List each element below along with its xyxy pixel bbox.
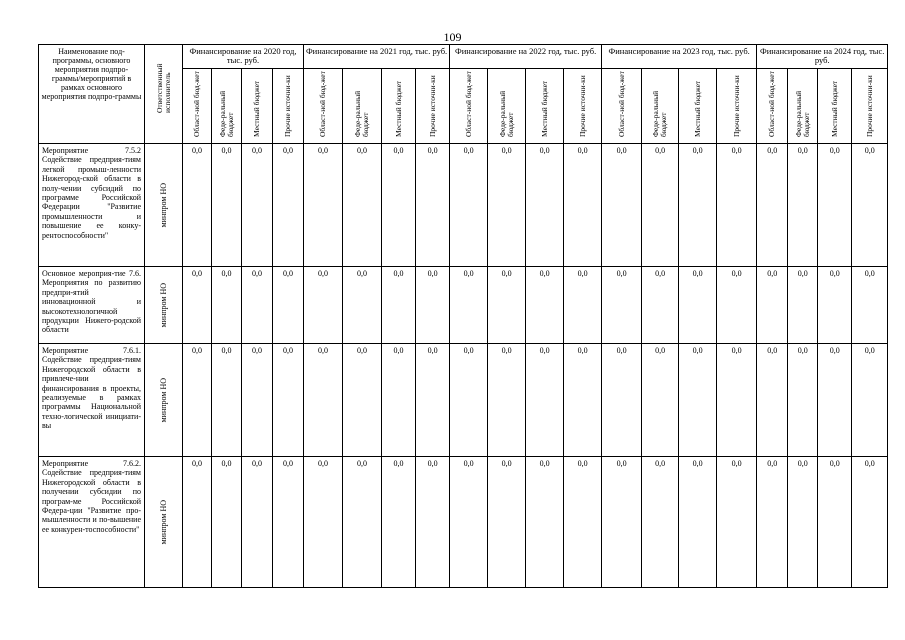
header-local-budget-5: Местный бюджет — [818, 69, 852, 144]
value-cell: 0,0 — [212, 267, 242, 344]
value-cell: 0,0 — [304, 344, 343, 457]
value-cell: 0,0 — [818, 344, 852, 457]
header-regional-budget-2: Област-ной бюд-жет — [304, 69, 343, 144]
value-cell: 0,0 — [183, 144, 212, 267]
value-cell: 0,0 — [852, 144, 888, 267]
value-cell: 0,0 — [679, 457, 717, 588]
value-cell: 0,0 — [642, 267, 679, 344]
value-cell: 0,0 — [852, 457, 888, 588]
table-row — [39, 457, 888, 588]
value-cell: 0,0 — [488, 267, 526, 344]
row-responsible: минпром НО — [145, 267, 183, 344]
value-cell: 0,0 — [343, 267, 382, 344]
header-regional-budget-5: Област-ной бюд-жет — [757, 69, 788, 144]
value-cell: 0,0 — [818, 267, 852, 344]
header-regional-budget-3: Област-ной бюд-жет — [450, 69, 488, 144]
header-federal-budget-2: Феде-ральный бюджет — [343, 69, 382, 144]
value-cell: 0,0 — [488, 144, 526, 267]
value-cell: 0,0 — [642, 457, 679, 588]
header-other-sources-3: Прочие источни-ки — [564, 69, 602, 144]
header-year-2020: Финансирование на 2020 год, тыс. руб. — [183, 45, 304, 69]
value-cell: 0,0 — [526, 457, 564, 588]
value-cell: 0,0 — [818, 144, 852, 267]
value-cell: 0,0 — [602, 267, 642, 344]
value-cell: 0,0 — [788, 144, 818, 267]
value-cell: 0,0 — [183, 457, 212, 588]
value-cell: 0,0 — [212, 457, 242, 588]
value-cell: 0,0 — [382, 267, 416, 344]
value-cell: 0,0 — [450, 457, 488, 588]
value-cell: 0,0 — [304, 144, 343, 267]
value-cell: 0,0 — [416, 457, 450, 588]
value-cell: 0,0 — [642, 144, 679, 267]
value-cell: 0,0 — [818, 457, 852, 588]
table-row — [39, 144, 888, 267]
header-federal-budget-5: Феде-ральный бюджет — [788, 69, 818, 144]
value-cell: 0,0 — [679, 267, 717, 344]
value-cell: 0,0 — [679, 344, 717, 457]
value-cell: 0,0 — [788, 267, 818, 344]
value-cell: 0,0 — [757, 267, 788, 344]
value-cell: 0,0 — [273, 344, 304, 457]
header-local-budget-4: Местный бюджет — [679, 69, 717, 144]
value-cell: 0,0 — [679, 144, 717, 267]
row-name: Основное мероприя-тие 7.6. Мероприятия по развитию предпри-ятий инновационной и высокотехнологичной продукции Нижего-родской области — [39, 267, 145, 344]
value-cell: 0,0 — [717, 457, 757, 588]
row-responsible: минпром НО — [145, 457, 183, 588]
value-cell: 0,0 — [757, 144, 788, 267]
value-cell: 0,0 — [183, 344, 212, 457]
row-responsible: минпром НО — [145, 344, 183, 457]
header-year-2022: Финансирование на 2022 год, тыс. руб. — [450, 45, 602, 69]
value-cell: 0,0 — [526, 144, 564, 267]
value-cell: 0,0 — [242, 267, 273, 344]
value-cell: 0,0 — [450, 144, 488, 267]
value-cell: 0,0 — [416, 344, 450, 457]
value-cell: 0,0 — [382, 457, 416, 588]
table-row — [39, 267, 888, 344]
header-other-sources-2: Прочие источни-ки — [416, 69, 450, 144]
header-federal-budget-3: Феде-ральный бюджет — [488, 69, 526, 144]
value-cell: 0,0 — [488, 344, 526, 457]
row-name: Мероприятие 7.6.2. Содействие предприя-тиям Нижегородской области в получении субсидии по програм-ме Российской Федера-ции "Развитие про-мышленности и по-вышение ее конкурен-тоспособности" — [39, 457, 145, 588]
header-regional-budget-4: Област-ной бюд-жет — [602, 69, 642, 144]
value-cell: 0,0 — [304, 267, 343, 344]
value-cell: 0,0 — [564, 144, 602, 267]
value-cell: 0,0 — [642, 344, 679, 457]
value-cell: 0,0 — [382, 144, 416, 267]
value-cell: 0,0 — [564, 457, 602, 588]
row-responsible: минпром НО — [145, 144, 183, 267]
row-name: Мероприятие 7.6.1. Содействие предприя-тиям Нижегородской области в привлече-нии финансирования в проекты, реализуемые в рамках программы Национальной техно-логической инициати-вы — [39, 344, 145, 457]
header-local-budget-1: Местный бюджет — [242, 69, 273, 144]
value-cell: 0,0 — [416, 267, 450, 344]
value-cell: 0,0 — [343, 144, 382, 267]
value-cell: 0,0 — [488, 457, 526, 588]
value-cell: 0,0 — [757, 344, 788, 457]
value-cell: 0,0 — [273, 144, 304, 267]
header-other-sources-1: Прочие источни-ки — [273, 69, 304, 144]
value-cell: 0,0 — [450, 344, 488, 457]
value-cell: 0,0 — [212, 144, 242, 267]
value-cell: 0,0 — [717, 144, 757, 267]
table-row — [39, 344, 888, 457]
value-cell: 0,0 — [273, 457, 304, 588]
value-cell: 0,0 — [450, 267, 488, 344]
value-cell: 0,0 — [343, 457, 382, 588]
value-cell: 0,0 — [564, 344, 602, 457]
value-cell: 0,0 — [757, 457, 788, 588]
value-cell: 0,0 — [273, 267, 304, 344]
value-cell: 0,0 — [242, 457, 273, 588]
financing-table — [38, 44, 888, 588]
value-cell: 0,0 — [717, 344, 757, 457]
value-cell: 0,0 — [382, 344, 416, 457]
header-year-2021: Финансирование на 2021 год, тыс. руб. — [304, 45, 450, 69]
row-name: Мероприятие 7.5.2 Содействие предприя-тиям легкой промыш-ленности Нижегород-ской области в полу-чении субсидий по программе Российской Федерации "Развитие промышленности и повышение ее конку-рентоспособности" — [39, 144, 145, 267]
header-responsible: Ответственный исполнитель — [145, 45, 183, 144]
value-cell: 0,0 — [788, 457, 818, 588]
value-cell: 0,0 — [602, 457, 642, 588]
header-regional-budget-1: Област-ной бюд-жет — [183, 69, 212, 144]
header-local-budget-2: Местный бюджет — [382, 69, 416, 144]
header-other-sources-5: Прочие источни-ки — [852, 69, 888, 144]
value-cell: 0,0 — [717, 267, 757, 344]
value-cell: 0,0 — [343, 344, 382, 457]
page-number: 109 — [443, 30, 462, 44]
value-cell: 0,0 — [183, 267, 212, 344]
header-federal-budget-1: Феде-ральный бюджет — [212, 69, 242, 144]
value-cell: 0,0 — [852, 344, 888, 457]
value-cell: 0,0 — [242, 144, 273, 267]
value-cell: 0,0 — [602, 144, 642, 267]
value-cell: 0,0 — [242, 344, 273, 457]
value-cell: 0,0 — [526, 267, 564, 344]
value-cell: 0,0 — [788, 344, 818, 457]
value-cell: 0,0 — [416, 144, 450, 267]
value-cell: 0,0 — [304, 457, 343, 588]
header-federal-budget-4: Феде-ральный бюджет — [642, 69, 679, 144]
header-year-2024: Финансирование на 2024 год, тыс. руб. — [757, 45, 888, 69]
header-local-budget-3: Местный бюджет — [526, 69, 564, 144]
value-cell: 0,0 — [564, 267, 602, 344]
header-name: Наименование под-программы, основного мероприятия подпро-граммы/мероприятий в рамках основного мероприятия подпро-граммы — [39, 45, 145, 144]
value-cell: 0,0 — [852, 267, 888, 344]
header-other-sources-4: Прочие источни-ки — [717, 69, 757, 144]
header-year-2023: Финансирование на 2023 год, тыс. руб. — [602, 45, 757, 69]
value-cell: 0,0 — [526, 344, 564, 457]
value-cell: 0,0 — [212, 344, 242, 457]
value-cell: 0,0 — [602, 344, 642, 457]
